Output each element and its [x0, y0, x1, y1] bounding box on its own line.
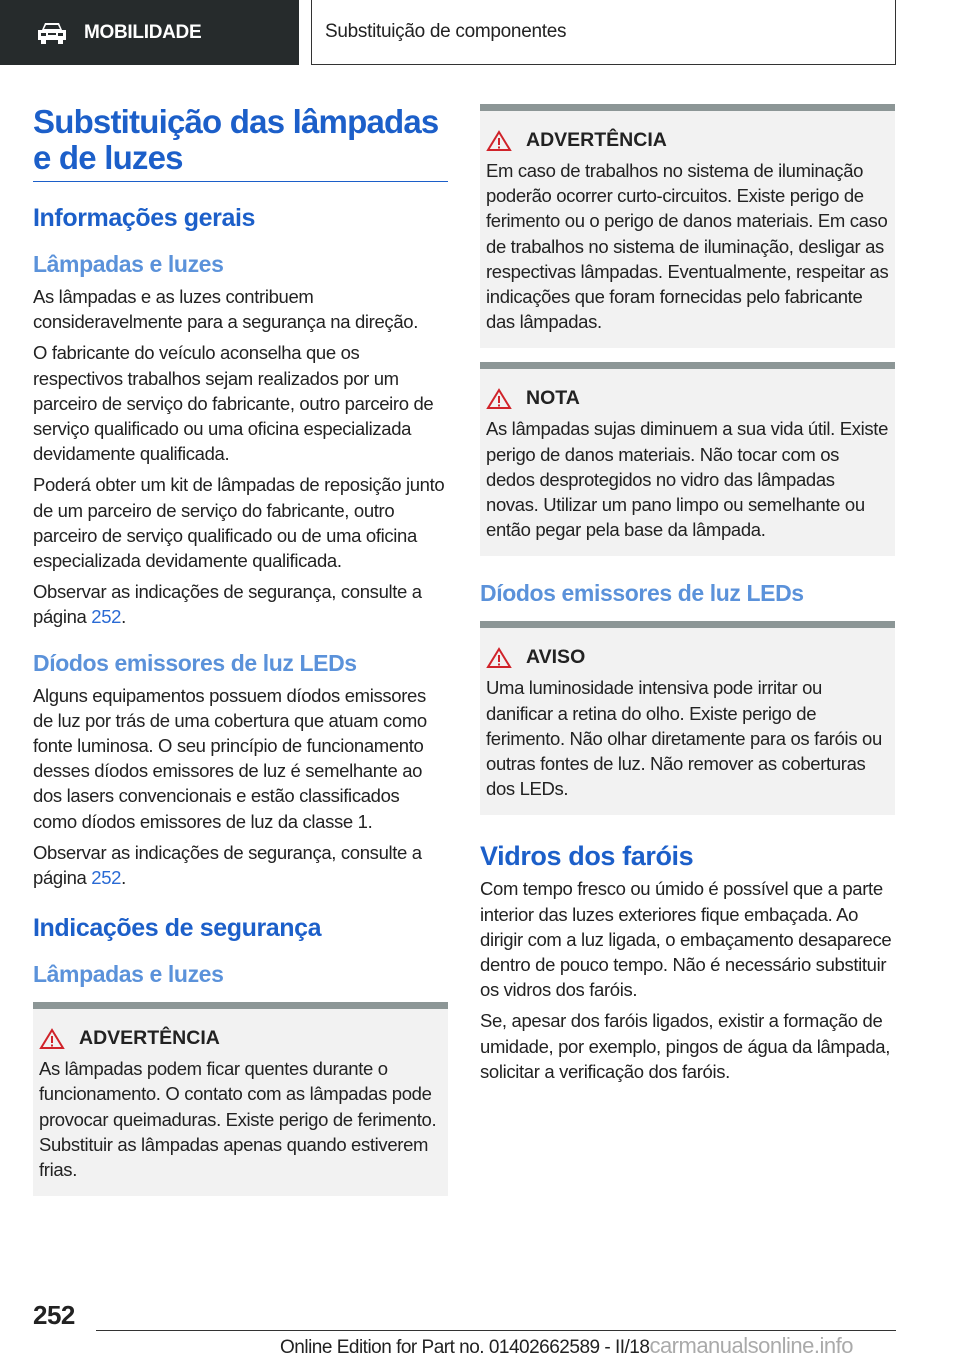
subheading-leds: Díodos emissores de luz LEDs [33, 649, 357, 676]
section-title: MOBILIDADE [84, 21, 202, 43]
section-header [0, 0, 299, 65]
paragraph: Alguns equipamentos possuem díodos emissores de luz por trás de uma cobertura que atuam como fonte luminosa. O seu princípio de funcionamento desses díodos emissores de luz é semelhante ao dos lasers convencionais e estão classificados como díodos emissores de luz da classe 1. [33, 684, 427, 832]
subheading-leds: Díodos emissores de luz LEDs [480, 580, 804, 607]
footer [280, 1333, 853, 1359]
paragraph: As lâmpadas e as luzes contribuem consideravelmente para a segurança na direção. [33, 286, 418, 333]
page-link[interactable]: 252 [91, 867, 122, 889]
box-title: AVISO [526, 646, 586, 669]
paragraph: Se, apesar dos faróis ligados, existir a formação de umidade, por exemplo, pingos de água da lâmpada, solicitar a verificação dos faróis. [480, 1010, 891, 1082]
warning-box [480, 104, 895, 348]
car-icon [36, 21, 68, 45]
subheading-lampadas-2: Lâmpadas e luzes [33, 961, 224, 988]
subheading-lampadas: Lâmpadas e luzes [33, 251, 224, 277]
box-text: Em caso de trabalhos no sistema de iluminação poderão ocorrer curto-circuitos. Existe perigo de ferimento ou o perigo de danos materiais. Em caso de trabalhos no sistema de iluminação, desligar as respectivas lâmpadas. Eventualmente, respeitar as indicações que foram fornecidas pelo fabricante das lâmpadas. [486, 160, 889, 333]
note-box [480, 362, 895, 556]
box-title: ADVERTÊNCIA [526, 129, 667, 151]
paragraph: O fabricante do veículo aconselha que os respectivos trabalhos sejam realizados por um parceiro de serviço do fabricante, outro parceiro de serviço qualificado ou uma oficina especializada devidamente qualificada. [33, 342, 434, 465]
text: Observar as indicações de segurança, consulte a página [33, 841, 422, 889]
warning-triangle-icon [39, 1028, 65, 1050]
caution-box [480, 621, 895, 815]
heading-informacoes-gerais: Informações gerais [33, 204, 256, 232]
box-title: ADVERTÊNCIA [79, 1027, 220, 1050]
footer-divider [96, 1330, 896, 1331]
paragraph [33, 840, 448, 890]
page-link[interactable]: 252 [91, 606, 122, 628]
text: . [121, 606, 126, 628]
box-text: As lâmpadas sujas diminuem a sua vida útil. Existe perigo de danos materiais. Não tocar com os dedos desprotegidos no vidro das lâmpadas novas. Utilizar um pano limpo ou semelhante ou então pegar pela base da lâmpada. [486, 418, 889, 541]
edition-text: Online Edition for Part no. 01402662589 - II/18 [280, 1337, 650, 1358]
heading-vidros-farois: Vidros dos faróis [480, 841, 694, 872]
text: . [121, 867, 126, 889]
chapter-title: Substituição de componentes [325, 21, 567, 42]
page-number: 252 [33, 1300, 75, 1330]
text: Observar as indicações de segurança, consulte a página [33, 581, 422, 628]
chapter-header [311, 0, 896, 65]
page-title: Substituição das lâmpadas e de luzes [33, 104, 448, 182]
left-column [33, 104, 448, 1210]
heading-indicacoes-seguranca: Indicações de segurança [33, 914, 322, 943]
warning-triangle-icon [486, 647, 512, 669]
paragraph: Com tempo fresco ou úmido é possível que a parte interior das luzes exteriores fique embaçada. Ao dirigir com a luz ligada, o embaçamento desaparece dentro de pouco tempo. Não é necessário substituir os vidros dos faróis. [480, 878, 892, 1001]
box-title: NOTA [526, 387, 580, 410]
paragraph: Poderá obter um kit de lâmpadas de reposição junto de um parceiro de serviço do fabricante, outro parceiro de serviço qualificado ou de uma oficina especializada devidamente qualificada. [33, 474, 445, 572]
paragraph [33, 579, 448, 629]
warning-box [33, 1002, 448, 1196]
watermark: carmanualsonline.info [649, 1333, 853, 1358]
warning-triangle-icon [486, 388, 512, 410]
warning-triangle-icon [486, 130, 512, 152]
box-text: As lâmpadas podem ficar quentes durante o funcionamento. O contato com as lâmpadas pode provocar queimaduras. Existe perigo de ferimento. Substituir as lâmpadas apenas quando estiverem frias. [39, 1058, 437, 1181]
box-text: Uma luminosidade intensiva pode irritar ou danificar a retina do olho. Existe perigo de ferimento. Não olhar diretamente para os faróis ou outras fontes de luz. Não remover as coberturas dos LEDs. [486, 677, 882, 800]
right-column [480, 104, 895, 1090]
